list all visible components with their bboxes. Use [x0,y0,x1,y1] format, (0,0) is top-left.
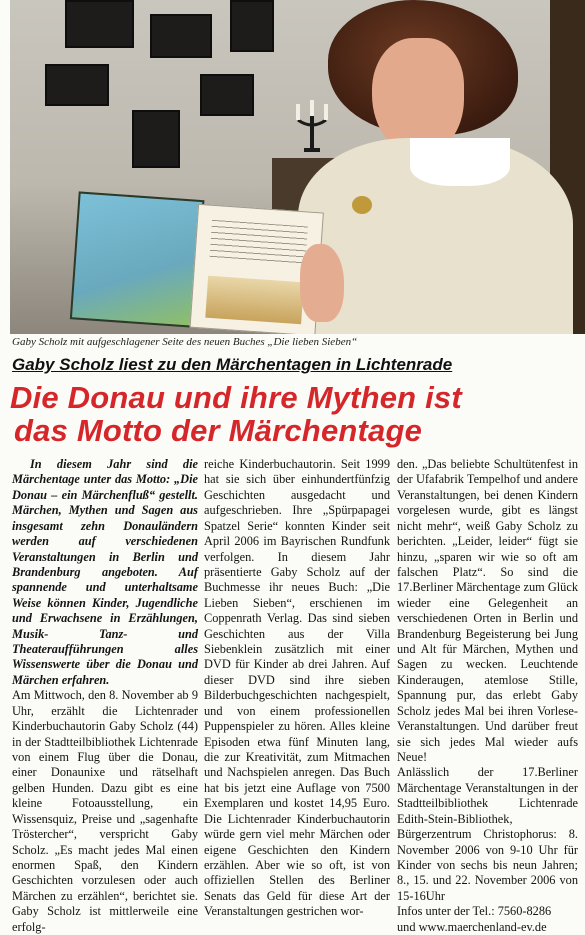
book-illustration-page [70,191,205,327]
candelabra-icon [292,96,332,154]
contact-phone: Infos unter der Tel.: 7560-8286 [397,904,552,919]
article-column-1 [12,457,198,935]
brooch [352,196,372,214]
photo-caption: Gaby Scholz mit aufgeschlagener Seite des neuen Buches „Die lieben Sieben“ [12,336,358,348]
wall-picture-frame [45,64,109,106]
blouse-collar [410,138,510,186]
article-column-2 [204,457,390,920]
open-book [70,191,328,334]
article-lead: In diesem Jahr sind die Märchentage unter das Motto: „Die Donau – ein Märchenfluß“ gestellt. Märchen, Mythen und Sagen aus insgesamt zehn Donauländern werden auf verschiedenen Veranstaltungen in Berlin und Brandenburg angeboten. Auf spannende und unterhaltsame Weise können Kinder, Jugendliche und Erwachsene in Erzählungen, Musik- Tanz- und Theateraufführungen alles Wissenswerte über die Donau und Märchen erfahren. [12,457,198,687]
headline-line-1: Die Donau und ihre Mythen ist [10,380,462,415]
article-paragraph: den. „Das beliebte Schultütenfest in der Ufafabrik Tempelhof und andere Veranstaltungen, bei denen Kindern vorgelesen wurde, gibt es längst nicht mehr“, weiß Gaby Scholz zu berichten. „Leider, leider“ fügt sie hinzu, „sparen wir wie so oft am falschen Platz“. So sind die 17.Berliner Märchentage zum Glück wieder eine Gelegenheit an verschiedenen Orten in Berlin und Brandenburg Begeisterung bei Jung und Alt für Märchen, Mythen und Sagen zu wecken. Leuchtende Kinderaugen, atemlose Stille, Spannung pur, das erlebt Gaby Scholz jedes Mal bei ihren Vorlese-Veranstaltungen. Und darüber freut sie sich jedes Mal wieder aufs Neue! [397,457,578,765]
book-text-lines [209,220,308,267]
article-column-3 [397,457,578,935]
website-link[interactable]: und www.maerchenland-ev.de [397,919,547,934]
article-photo [10,0,585,334]
wall-picture-frame [150,14,212,58]
event-info: Anlässlich der 17.Berliner Märchentage Veranstaltungen in der Stadtteilbibliothek Lichtenrade Edith-Stein-Bibliothek, Bürgerzentrum Christophorus: 8. November 2006 von 9-10 Uhr für Kinder von sechs bis neun Jahren; 8., 15. und 22. November 2006 von 15-16Uhr [397,765,578,903]
wall-picture-frame [65,0,134,48]
headline-line-2: das Motto der Märchentage [14,413,423,448]
book-page-picture [205,276,304,325]
pointing-hand [300,244,344,322]
article-headline [10,381,580,447]
wall-picture-frame [200,74,254,116]
article-paragraph: Am Mittwoch, den 8. November ab 9 Uhr, erzählt die Lichtenrader Kinderbuchautorin Gaby Scholz (44) in der Stadtteilbibliothek Lichtenrade von einem Flug über die Donau, einer Donaunixe und rätselhaft gelben Hunden. Dazu gibt es eine kleine Fotoausstellung, ein Wissensquiz, Preise und „sagenhafte Tröstercher“, verspricht Gaby Scholz. „Es macht jedes Mal einen enormen Spaß, den Kindern Geschichten vorzulesen oder auch Märchen zu erzählen“, berichtet sie. Gaby Scholz ist mittlerweile eine erfolg- [12,688,198,934]
wall-picture-frame [132,110,180,168]
article-kicker: Gaby Scholz liest zu den Märchentagen in Lichtenrade [12,355,453,374]
article-paragraph: reiche Kinderbuchautorin. Seit 1999 hat sie sich über einhundertfünfzig Geschichten ausgedacht und aufgeschrieben. Ihre „Spürpapagei Spatzel Serie“ konnten Kinder seit April 2006 im Bayrischen Rundfunk verfolgen. In diesem Jahr präsentierte Gaby Scholz auf der Buchmesse ihr neues Buch: „Die Lieben Sieben“, erschienen im Coppenrath Verlag. Das sind sieben Geschichten aus der Villa Siebenklein zusätzlich mit einer DVD für Kinder ab drei Jahren. Auf dieser DVD sind ihre sieben Bilderbuchgeschichten nachgespielt, und von einem professionellen Puppenspieler zu hören. Alles kleine Episoden etwa fünf Minuten lang, die zur Kreativität, zum Mitmachen und Nachspielen anregen. Das Buch hat bis jetzt eine Auflage von 7500 Exemplaren und kostet 14,95 Euro. Die Lichtenrader Kinderbuchautorin würde gern viel mehr Märchen oder eigene Geschichten den Kindern erzählen. Aber wie so oft, ist von offiziellen Stellen des Berliner Senats das Geld für diese Art der Veranstaltungen gestrichen wor- [204,457,390,919]
wall-picture-frame [230,0,274,52]
